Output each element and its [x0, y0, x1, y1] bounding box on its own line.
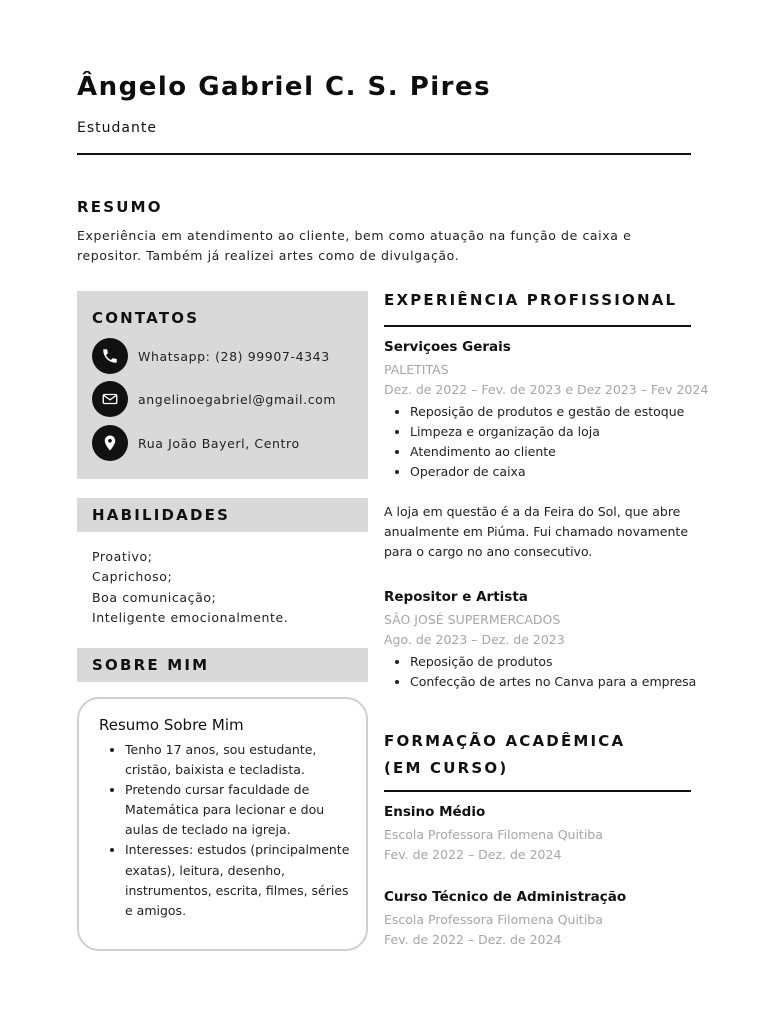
phone-icon	[92, 338, 128, 374]
job-title: Repositor e Artista	[384, 589, 528, 605]
candidate-role: Estudante	[77, 120, 157, 136]
habilidades-header	[77, 498, 368, 532]
sobre-card	[77, 697, 368, 951]
skill-item: Inteligente emocionalmente.	[92, 609, 289, 625]
job-task: • Atendimento ao cliente	[410, 442, 700, 462]
header-divider	[77, 153, 691, 155]
sobre-header	[77, 648, 368, 682]
job-task: • Reposição de produtos	[410, 652, 700, 672]
experiencia-divider	[384, 325, 691, 327]
skill-item: Proativo;	[92, 549, 153, 564]
job-task: • Limpeza e organização da loja	[410, 422, 700, 442]
formacao-divider	[384, 790, 691, 792]
sobre-list	[125, 740, 353, 921]
edu-title: Curso Técnico de Administração	[384, 889, 627, 905]
formacao-heading	[384, 728, 684, 782]
sobre-card-title: Resumo Sobre Mim	[99, 716, 244, 734]
contact-email	[92, 381, 362, 417]
sobre-item: • Interesses: estudos (principalmente exatas), leitura, desenho, instrumentos, escrita, filmes, séries e amigos.	[125, 840, 353, 920]
sobre-item: • Tenho 17 anos, sou estudante, cristão, baixista e tecladista.	[125, 740, 353, 780]
job-task: • Operador de caixa	[410, 462, 700, 482]
job-task: • Confecção de artes no Canva para a empresa	[410, 672, 700, 692]
contact-phone	[92, 338, 362, 374]
sobre-heading: SOBRE MIM	[92, 656, 210, 674]
job-company: SÃO JOSÉ SUPERMERCADOS	[384, 612, 561, 627]
job-dates: Ago. de 2023 – Dez. de 2023	[384, 632, 565, 647]
edu-title: Ensino Médio	[384, 804, 486, 820]
location-pin-icon	[92, 425, 128, 461]
job-task-list	[410, 402, 700, 482]
contact-phone-text: Whatsapp: (28) 99907-4343	[138, 348, 330, 364]
contatos-heading: CONTATOS	[92, 309, 200, 327]
edu-dates: Fev. de 2022 – Dez. de 2024	[384, 847, 562, 862]
job-task: • Reposição de produtos e gestão de estoque	[410, 402, 700, 422]
sobre-item: • Pretendo cursar faculdade de Matemática para lecionar e dou aulas de teclado na igreja.	[125, 780, 353, 840]
skills-list	[92, 547, 288, 628]
job-task-list	[410, 652, 700, 692]
job-dates: Dez. de 2022 – Fev. de 2023 e Dez 2023 – Fev 2024	[384, 382, 709, 397]
habilidades-heading: HABILIDADES	[92, 506, 231, 524]
skill-item: Caprichoso;	[92, 569, 173, 585]
edu-dates: Fev. de 2022 – Dez. de 2024	[384, 932, 562, 947]
candidate-name: Ângelo Gabriel C. S. Pires	[77, 72, 492, 102]
contact-address-text: Rua João Bayerl, Centro	[138, 435, 300, 451]
resumo-text: Experiência em atendimento ao cliente, bem como atuação na função de caixa e repositor. Também já realizei artes como de divulgação.	[77, 228, 632, 263]
job-note: A loja em questão é a da Feira do Sol, que abre anualmente em Piúma. Fui chamado novamente para o cargo no ano consecutivo.	[384, 504, 689, 560]
contact-email-text: angelinoegabriel@gmail.com	[138, 391, 337, 407]
experiencia-heading: EXPERIÊNCIA PROFISSIONAL	[384, 291, 678, 309]
mail-icon	[92, 381, 128, 417]
resumo-heading: RESUMO	[77, 198, 163, 216]
contatos-section	[77, 291, 368, 479]
contact-address	[92, 425, 362, 461]
edu-school: Escola Professora Filomena Quitiba	[384, 827, 603, 842]
skill-item: Boa comunicação;	[92, 589, 217, 605]
job-company: PALETITAS	[384, 362, 449, 377]
formacao-heading-line2: (EM CURSO)	[384, 759, 509, 777]
job-title: Serviçoes Gerais	[384, 339, 511, 355]
formacao-heading-line1: FORMAÇÃO ACADÊMICA	[384, 732, 626, 750]
edu-school: Escola Professora Filomena Quitiba	[384, 912, 603, 927]
